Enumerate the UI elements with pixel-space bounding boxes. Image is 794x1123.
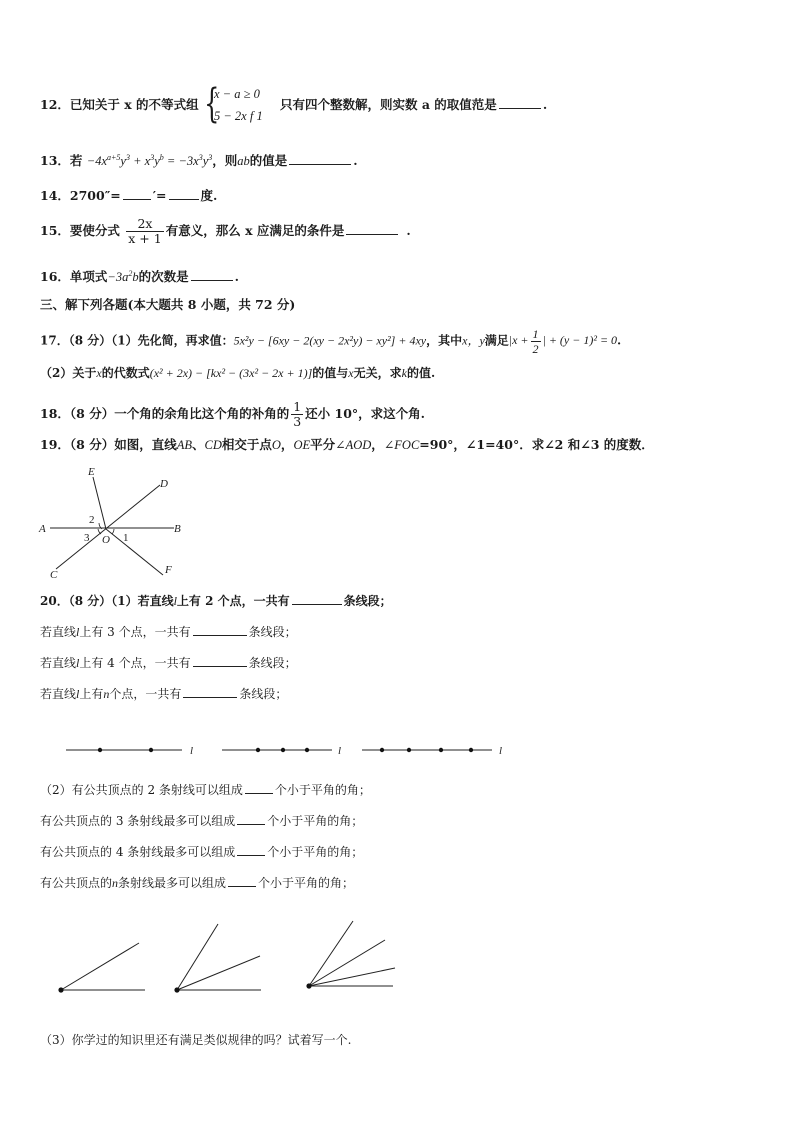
q13-exp4: b xyxy=(159,153,164,162)
q17-line1-end: . xyxy=(617,333,622,348)
q18-pre: 18．（8 分）一个角的余角比这个角的补角的 xyxy=(40,406,290,421)
ray xyxy=(309,921,353,986)
q20-segment-figures xyxy=(62,740,542,760)
q16-answer-blank[interactable] xyxy=(191,269,233,281)
q16-pre: 单项式 xyxy=(69,269,108,285)
ray xyxy=(177,924,218,990)
q17-line2-end: 的值. xyxy=(406,366,436,380)
ray xyxy=(177,956,260,990)
q16-line xyxy=(40,266,239,285)
q20-p2-line2-end: 个小于平角的角； xyxy=(267,814,364,828)
q20-l1: l xyxy=(173,594,177,608)
q19-pre: 19．（8 分）如图，直线 xyxy=(40,437,177,452)
q13-y3: y xyxy=(202,154,209,169)
point xyxy=(380,748,384,752)
ray-of xyxy=(106,529,163,575)
q19-mid3: 平分 xyxy=(310,437,336,452)
q20-l2: l xyxy=(76,625,80,639)
q17-line2 xyxy=(40,365,435,381)
q17-vars: x，y xyxy=(462,333,485,348)
q19-oe: OE xyxy=(293,438,311,452)
q13-y: y xyxy=(120,154,126,169)
q13-exp2: 3 xyxy=(125,153,130,162)
q20-p2-line1 xyxy=(40,782,371,798)
q17-line2-mid3: 无关，求 xyxy=(353,366,402,380)
q13-ab: ab xyxy=(237,154,250,169)
q17-line2-x2: x xyxy=(348,366,354,380)
q12-system-row2: 5 − 2x f 1 xyxy=(214,109,263,123)
q13-pre: 若 xyxy=(69,153,83,169)
q18-frac-num: 1 xyxy=(293,399,302,414)
q12-tail xyxy=(280,97,547,113)
q17-abs-post: | + (y − 1)² = 0 xyxy=(542,333,618,348)
point xyxy=(439,748,443,752)
q15-fraction xyxy=(126,217,163,246)
ray-oe xyxy=(93,477,106,529)
line-cd xyxy=(56,485,160,569)
label-3: 3 xyxy=(84,532,90,544)
point xyxy=(407,748,411,752)
q20-ray-figures xyxy=(55,918,435,998)
q12-brace: { xyxy=(204,81,220,127)
vertex xyxy=(174,987,179,992)
q13-equation xyxy=(87,154,212,168)
ray xyxy=(309,940,385,986)
q20-p2-line3-pre: 有公共顶点的 4 条射线最多可以组成 xyxy=(40,845,236,859)
q20-blank4[interactable] xyxy=(183,686,237,698)
q20-line3 xyxy=(40,655,297,671)
q20-line2 xyxy=(40,624,297,640)
q20-p2-blank2[interactable] xyxy=(237,813,265,825)
q16-b: b xyxy=(132,270,139,285)
point xyxy=(98,748,102,752)
q13-exp6: 3 xyxy=(208,153,213,162)
q14-blank1[interactable] xyxy=(123,188,151,200)
ray xyxy=(61,943,139,990)
q20-blank2[interactable] xyxy=(193,624,247,636)
q13-plus: + x xyxy=(129,154,151,169)
label-b: B xyxy=(174,523,181,535)
q17-line2-k: k xyxy=(401,366,407,380)
q15-end: . xyxy=(406,223,411,238)
q17-line1-pre: 17．（8 分）（1）先化简，再求值： xyxy=(40,333,234,348)
q16-number: 16． xyxy=(40,269,70,285)
q20-p2-line4-end: 个小于平角的角； xyxy=(258,876,355,890)
q20-line3-end: 条线段； xyxy=(248,656,297,670)
q16-exp: 2 xyxy=(128,269,133,278)
q20-p2-blank3[interactable] xyxy=(237,844,265,856)
line-label: l xyxy=(338,745,342,757)
q20-p2-line3-end: 个小于平角的角； xyxy=(267,845,364,859)
q20-l4: l xyxy=(76,687,80,701)
rays-figure-4 xyxy=(306,921,395,989)
segment-figure-4-points xyxy=(362,745,502,757)
q13-exp5: 3 xyxy=(198,153,203,162)
q13-line xyxy=(40,150,358,169)
q15-frac-den: x + 1 xyxy=(128,231,162,246)
q20-line1-mid: 上有 2 个点，一共有 xyxy=(176,594,290,608)
q20-p2-line4-pre: 有公共顶点的 xyxy=(40,876,113,890)
q20-p2-line1-pre: （2）有公共顶点的 2 条射线可以组成 xyxy=(40,783,243,797)
q12-end: . xyxy=(542,97,548,112)
q16-monomial xyxy=(107,270,138,284)
q20-line1-end: 条线段； xyxy=(343,594,392,608)
q20-p2-n: n xyxy=(112,876,119,890)
q17-cond: 满足 xyxy=(484,333,509,348)
q17-half-num: 1 xyxy=(532,327,539,341)
q13-exp1: a+5 xyxy=(107,153,121,162)
q19-sep: 、 xyxy=(191,437,205,452)
q18-fraction xyxy=(291,400,303,429)
q20-line4-mid: 上有 xyxy=(79,687,104,701)
q20-line4-end: 条线段； xyxy=(239,687,288,701)
q19-foc: ∠FOC xyxy=(383,438,420,452)
q20-line2-end: 条线段； xyxy=(248,625,297,639)
rays-figure-2 xyxy=(58,943,145,993)
point xyxy=(256,748,260,752)
q20-l3: l xyxy=(76,656,80,670)
point xyxy=(149,748,153,752)
segment-figure-2-points xyxy=(66,745,193,757)
q17-line2-x: x xyxy=(96,366,102,380)
q20-p2-blank4[interactable] xyxy=(228,875,256,887)
q20-p3: （3）你学过的知识里还有满足类似规律的吗？试着写一个. xyxy=(40,1033,352,1047)
q19-cd: CD xyxy=(204,438,222,452)
point xyxy=(305,748,309,752)
q20-n: n xyxy=(103,687,110,701)
q19-post: =90°，∠1=40°．求∠2 和∠3 的度数． xyxy=(419,437,654,452)
q19-line xyxy=(40,437,654,453)
q19-figure xyxy=(36,465,206,585)
label-o: O xyxy=(102,534,110,546)
q17-line2-mid2: 的值与 xyxy=(312,366,349,380)
q13-post: ，则 xyxy=(212,153,238,169)
q15-line xyxy=(40,217,411,246)
q20-p2-line3 xyxy=(40,844,363,860)
q13-post2: 的值是 xyxy=(249,153,288,169)
section-title: 三、解下列各题(本大题共 8 小题，共 72 分) xyxy=(40,297,296,312)
q16-expr: −3a xyxy=(107,270,129,285)
label-2: 2 xyxy=(89,514,95,526)
q20-p2-line4 xyxy=(40,875,354,891)
q15-post: 有意义，那么 x 应满足的条件是 xyxy=(165,223,345,238)
q18-frac-den: 3 xyxy=(293,414,302,429)
q20-blank3[interactable] xyxy=(193,655,247,667)
q17-line2-mid: 的代数式 xyxy=(101,366,150,380)
q16-post: 的次数是 xyxy=(138,269,189,285)
q20-line1-pre: 20．（8 分）（1）若直线 xyxy=(40,594,174,608)
q18-post: 还小 10°，求这个角. xyxy=(305,406,426,421)
q12-number: 12． xyxy=(40,97,70,112)
label-1: 1 xyxy=(123,532,129,544)
q13-expr: −4x xyxy=(86,154,108,169)
q14-text3: 度. xyxy=(200,188,218,203)
q20-blank1[interactable] xyxy=(292,593,342,605)
label-a: A xyxy=(39,523,46,535)
q17-abs-pre: |x + xyxy=(508,333,529,348)
q19-o: O xyxy=(271,438,281,452)
q20-p2-line4-mid: 条射线最多可以组成 xyxy=(118,876,227,890)
q13-eq: = −3x xyxy=(163,154,199,169)
q19-mid2: ， xyxy=(280,437,294,452)
q19-aod: ∠AOD xyxy=(335,438,372,452)
q12-line xyxy=(40,97,199,113)
q20-p2-line2-pre: 有公共顶点的 3 条射线最多可以组成 xyxy=(40,814,236,828)
q20-line2-mid: 上有 3 个点，一共有 xyxy=(79,625,191,639)
q12-answer-blank[interactable] xyxy=(499,97,541,109)
q14-number: 14． xyxy=(40,188,70,203)
q20-p2-blank1[interactable] xyxy=(245,782,273,794)
q14-line xyxy=(40,188,217,204)
q20-line2-pre: 若直线 xyxy=(40,625,77,639)
q20-line3-mid: 上有 4 个点，一共有 xyxy=(79,656,191,670)
q14-text1: 2700″= xyxy=(69,188,121,203)
q12-post: 只有四个整数解，则实数 a 的取值范是 xyxy=(280,97,497,112)
line-label: l xyxy=(190,745,194,757)
q17-line2-expression: (x² + 2x) − [kx² − (3x² − 2x + 1)] xyxy=(149,366,313,380)
label-c: C xyxy=(50,569,58,581)
rays-figure-3 xyxy=(174,924,261,993)
q15-number: 15． xyxy=(40,223,70,238)
q19-mid: 相交于点 xyxy=(221,437,272,452)
q20-line1 xyxy=(40,593,392,609)
q20-p2-line2 xyxy=(40,813,363,829)
q13-exp3: 3 xyxy=(150,153,155,162)
q13-number: 13． xyxy=(40,153,70,169)
q20-line4 xyxy=(40,686,287,702)
q18-line xyxy=(40,400,425,429)
q14-text2: ′= xyxy=(152,188,167,203)
q13-y2: y xyxy=(154,154,160,169)
q17-expression: 5x²y − [6xy − 2(xy − 2x²y) − xy²] + 4xy xyxy=(233,333,427,348)
q12-pre: 已知关于 x 的不等式组 xyxy=(69,97,199,112)
point xyxy=(469,748,473,752)
label-d: D xyxy=(160,478,168,490)
label-f: F xyxy=(165,564,172,576)
q20-line4-pre: 若直线 xyxy=(40,687,77,701)
q20-line4-mid2: 个点，一共有 xyxy=(109,687,182,701)
q13-answer-blank[interactable] xyxy=(289,153,351,165)
q17-condition xyxy=(508,327,618,356)
q14-blank2[interactable] xyxy=(169,188,199,200)
q20-p2-line1-end: 个小于平角的角； xyxy=(274,783,371,797)
q17-line1 xyxy=(40,327,621,356)
q17-line1-mid: ，其中 xyxy=(426,333,463,348)
segment-figure-3-points xyxy=(222,745,341,757)
q15-answer-blank[interactable] xyxy=(346,223,398,235)
q19-ab: AB xyxy=(176,438,192,452)
q17-half-den: 2 xyxy=(532,342,539,356)
q12-system-row1: x − a ≥ 0 xyxy=(214,87,260,101)
q19-mid4: ， xyxy=(371,437,384,452)
q20-line3-pre: 若直线 xyxy=(40,656,77,670)
q15-frac-num: 2x xyxy=(126,217,163,232)
ray xyxy=(309,968,395,986)
vertex xyxy=(58,987,63,992)
q15-pre: 要使分式 xyxy=(69,223,120,238)
vertex xyxy=(306,983,311,988)
angle-arc-1 xyxy=(112,529,114,534)
q17-line2-pre: （2）关于 xyxy=(40,366,97,380)
q13-end: . xyxy=(353,153,358,169)
label-e: E xyxy=(88,466,95,478)
q16-end: . xyxy=(234,269,239,285)
q17-half-fraction xyxy=(531,327,541,356)
line-label: l xyxy=(499,745,503,757)
point xyxy=(281,748,285,752)
